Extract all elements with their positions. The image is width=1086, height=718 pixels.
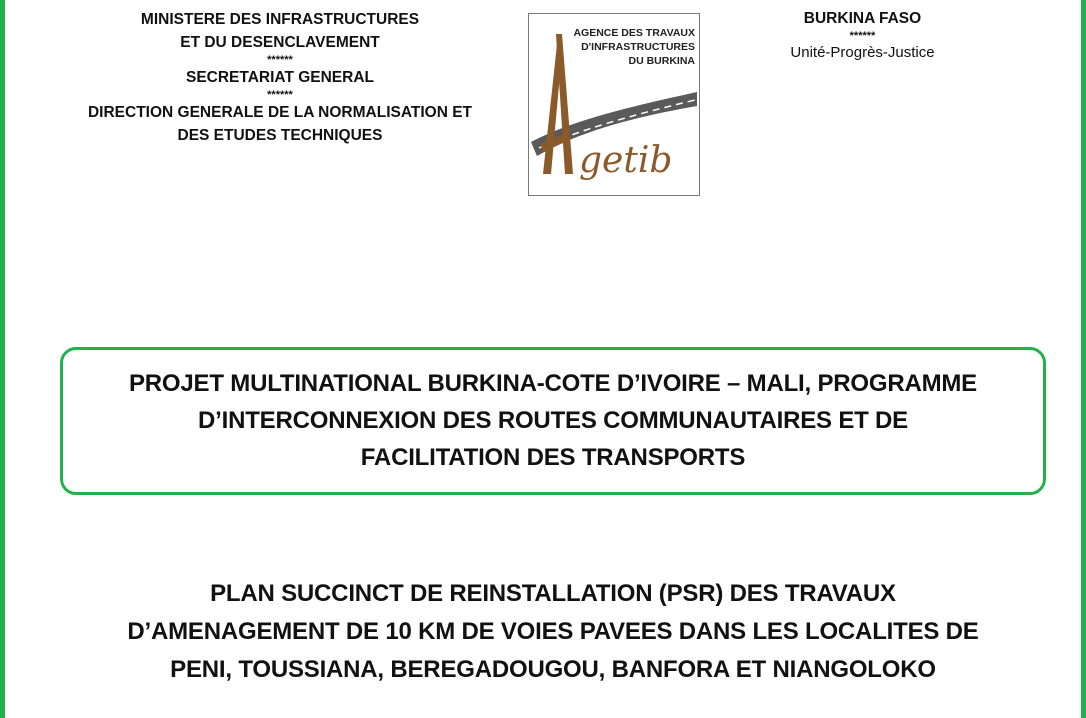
logo-text-line3: DU BURKINA: [628, 55, 695, 67]
separator-stars: ******: [267, 89, 293, 101]
country-name: BURKINA FASO: [803, 10, 922, 27]
project-title-line2: D’INTERCONNEXION DES ROUTES COMMUNAUTAIRES ET DE: [198, 407, 908, 434]
country-motto: Unité-Progrès-Justice: [790, 44, 935, 61]
project-title-line1: PROJET MULTINATIONAL BURKINA-COTE D’IVOIRE – MALI, PROGRAMME: [128, 370, 977, 397]
secretariat-name: SECRETARIAT GENERAL: [185, 69, 374, 86]
agetib-logo: [528, 13, 700, 196]
plan-title-line2: D’AMENAGEMENT DE 10 KM DE VOIES PAVEES DANS LES LOCALITES DE: [127, 618, 979, 645]
ministry-name-line1: MINISTERE DES INFRASTRUCTURES: [140, 11, 420, 28]
logo-agency-name: [573, 26, 695, 68]
plan-title: [60, 575, 1046, 689]
logo-text-line2: D'INFRASTRUCTURES: [581, 41, 695, 53]
ministry-name-line2: ET DU DESENCLAVEMENT: [180, 34, 380, 51]
project-title-box: [60, 347, 1046, 495]
country-header: [740, 8, 985, 64]
plan-title-line3: PENI, TOUSSIANA, BEREGADOUGOU, BANFORA ET NIANGOLOKO: [170, 656, 936, 683]
separator-stars: ******: [267, 54, 293, 66]
direction-name-line1: DIRECTION GENERALE DE LA NORMALISATION ET: [87, 104, 473, 121]
logo-text-line1: AGENCE DES TRAVAUX: [573, 27, 695, 39]
ministry-header: [60, 8, 500, 147]
separator-stars: ******: [849, 30, 876, 42]
project-title-line3: FACILITATION DES TRANSPORTS: [360, 444, 746, 471]
plan-title-line1: PLAN SUCCINCT DE REINSTALLATION (PSR) DES TRAVAUX: [210, 580, 896, 607]
logo-wordmark: getib: [579, 140, 673, 181]
direction-name-line2: DES ETUDES TECHNIQUES: [177, 127, 383, 144]
